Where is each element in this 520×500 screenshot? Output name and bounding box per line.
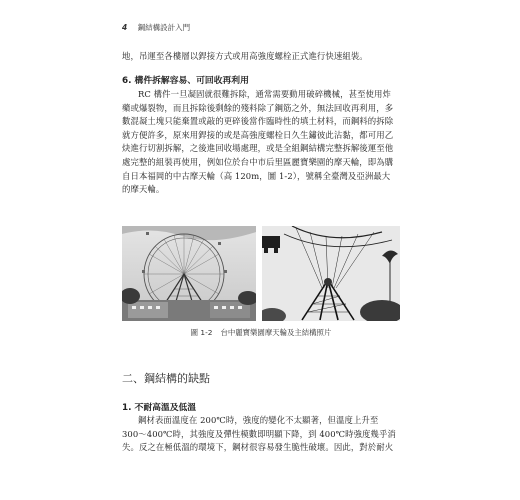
text-line: 處完整的組裝再使用，例如位於台中市后里區麗寶樂園的摩天輪，即為購 — [122, 156, 394, 167]
text-line: 300～400℃時，其強度及彈性模數即明顯下降，到 400℃時強度幾乎消 — [122, 428, 396, 439]
figure-number: 圖 1-2 — [190, 328, 213, 337]
section-6-heading: 6. 構件拆解容易、可回收再利用 — [122, 76, 249, 86]
section-1-heading: 1. 不耐高溫及低溫 — [122, 403, 197, 413]
figure-caption — [122, 327, 400, 338]
text-line: RC 構件一旦凝固就很難拆除，通常需要動用破碎機械，甚至使用炸 — [138, 89, 391, 99]
text-line: 失。反之在極低溫的環境下，鋼材很容易發生脆性破壞。因此，對於耐火 — [122, 442, 394, 453]
text-line: 數混凝土塊只能棄置或敲的更碎後當作臨時性的填土材料，而鋼料的拆除 — [122, 116, 394, 127]
text-line: 自日本福岡的中古摩天輪（高 120m，圖 1-2），號稱全臺灣及亞洲最大 — [122, 170, 391, 181]
running-header — [122, 22, 190, 33]
text-line: 藥或爆裂物，而且拆除後剩餘的殘料除了鋼筋之外，無法回收再利用，多 — [122, 102, 394, 113]
page-number: 4 — [122, 23, 128, 32]
ferris-wheel-photo — [122, 226, 256, 321]
book-title: 鋼結構設計入門 — [137, 23, 191, 32]
chapter-heading: 二、鋼結構的缺點 — [122, 372, 210, 385]
section-6-body — [122, 88, 400, 197]
top-paragraph: 地，吊運至各樓層以銲接方式或用高強度螺栓正式進行快速組裝。 — [122, 51, 368, 61]
section-1-body — [122, 414, 400, 455]
text-line: 炔進行切割拆解，之後進回收場處理，或是全組鋼結構完整拆解後運至他 — [122, 143, 394, 154]
figure-caption-text: 台中麗寶樂園摩天輪及主結構照片 — [220, 328, 332, 337]
text-line: 鋼材表面溫度在 200℃時，強度的變化不太顯著，但溫度上升至 — [138, 415, 379, 425]
text-line: 就方便許多，原來用銲接的或是高強度螺栓日久生鏽彼此沾黏，都可用乙 — [122, 129, 394, 140]
text-line: 的摩天輪。 — [122, 184, 165, 195]
main-structure-photo — [262, 226, 400, 321]
